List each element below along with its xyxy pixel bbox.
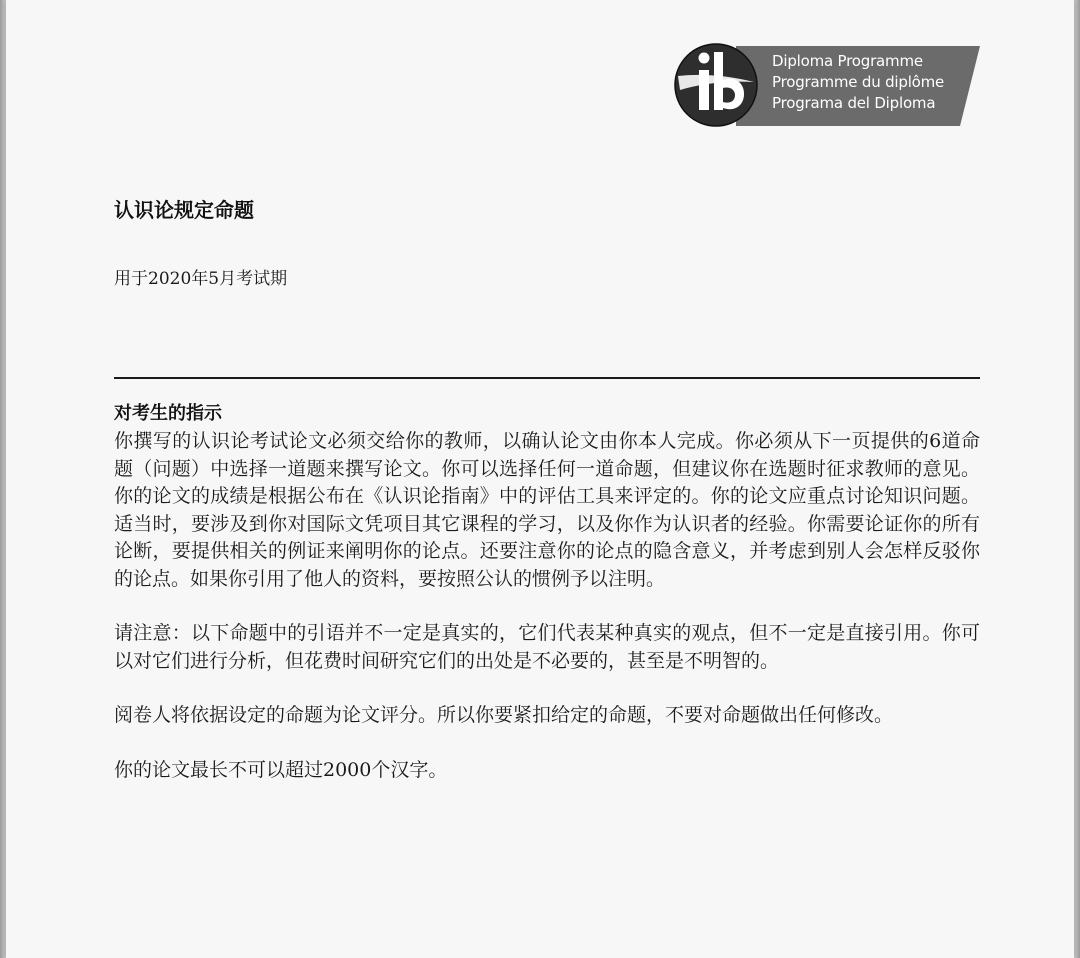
section-divider	[114, 377, 980, 379]
document-page	[6, 0, 1074, 958]
logo-line-es: Programa del Diploma	[772, 94, 936, 112]
instructions-paragraph-3: 阅卷人将依据设定的命题为论文评分。所以你要紧扣给定的命题，不要对命题做出任何修改。	[114, 704, 894, 726]
ib-diploma-logo	[674, 42, 982, 132]
document-title: 认识论规定命题	[114, 198, 254, 222]
logo-programme-names	[772, 51, 944, 114]
page-right-edge	[1074, 0, 1080, 958]
instructions-paragraph-4: 你的论文最长不可以超过2000个汉字。	[114, 758, 448, 781]
instructions-paragraph-1: 你撰写的认识论考试论文必须交给你的教师，以确认论文由你本人完成。你必须从下一页提供的6道命题（问题）中选择一道题来撰写论文。你可以选择任何一道命题，但建议你在选题时征求教师的意见。你的论文的成绩是根据公布在《认识论指南》中的评估工具来评定的。你的论文应重点讨论知识问题。适当时，要涉及到你对国际文凭项目其它课程的学习，以及你作为认识者的经验。你需要论证你的所有论断，要提供相关的例证来阐明你的论点。还要注意你的论点的隐含意义，并考虑到别人会怎样反驳你的论点。如果你引用了他人的资料，要按照公认的惯例予以注明。	[114, 430, 980, 590]
logo-line-en: Diploma Programme	[772, 52, 923, 70]
logo-line-fr: Programme du diplôme	[772, 73, 945, 91]
instructions-body	[114, 428, 980, 811]
instructions-paragraph-2: 请注意：以下命题中的引语并不一定是真实的，它们代表某种真实的观点，但不一定是直接引用。你可以对它们进行分析，但花费时间研究它们的出处是不必要的，甚至是不明智的。	[114, 622, 980, 672]
instructions-heading: 对考生的指示	[114, 403, 222, 424]
exam-session: 用于2020年5月考试期	[114, 269, 288, 289]
